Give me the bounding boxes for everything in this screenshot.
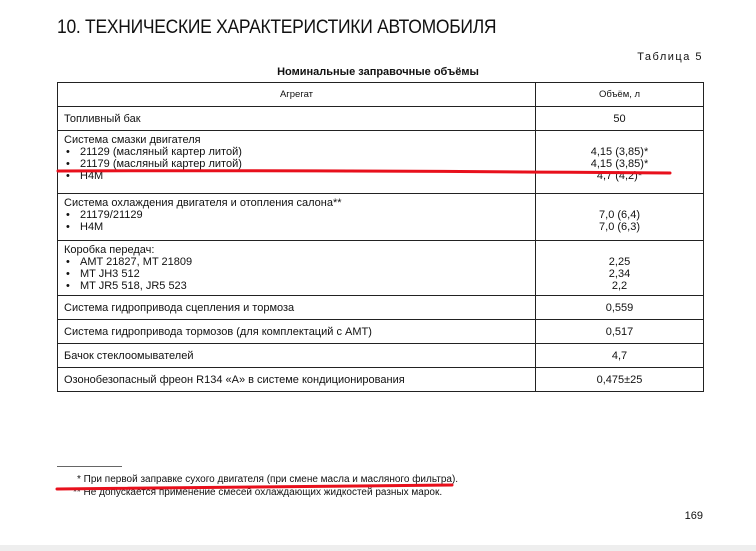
row-name: Озонобезопасный фреон R134 «А» в системе кондиционирования [58, 368, 536, 392]
footnote-2: ** Не допускается применение смесей охлаждающих жидкостей разных марок. [73, 487, 443, 498]
row-value: 4,7 [536, 344, 704, 368]
row-value: 50 [536, 107, 704, 131]
header-volume: Объём, л [536, 83, 704, 107]
list-item: • 21129 (масляный картер литой) [64, 146, 529, 158]
section-title: 10. ТЕХНИЧЕСКИЕ ХАРАКТЕРИСТИКИ АВТОМОБИЛЯ [57, 17, 497, 38]
list-item: • 21179/21129 [64, 209, 529, 221]
list-item: • H4M [64, 221, 529, 233]
red-underline-oil-row [58, 171, 670, 173]
row-value: 2,34 [608, 268, 631, 280]
list-item: • MT JR5 518, JR5 523 [64, 280, 529, 292]
row-name: Система гидропривода тормозов (для комплектаций с АМТ) [58, 320, 536, 344]
table-caption: Номинальные заправочные объёмы [277, 66, 479, 78]
row-value: 0,559 [536, 296, 704, 320]
row-value: 4,15 (3,85)* [590, 146, 649, 158]
bottom-edge [0, 545, 756, 551]
row-value: 0,475±25 [536, 368, 704, 392]
row-name: Топливный бак [58, 107, 536, 131]
row-value: 2,25 [608, 256, 631, 268]
red-underline-footnote [57, 485, 452, 489]
row-value: 4,7 (4,2)* [596, 170, 643, 182]
row-name: Коробка передач: [64, 244, 155, 256]
row-name: Система гидропривода сцепления и тормоза [58, 296, 536, 320]
row-value: 4,15 (3,85)* [590, 158, 649, 170]
list-item: • 21179 (масляный картер литой) [64, 158, 529, 170]
list-item: • MT JH3 512 [64, 268, 529, 280]
row-name: Система смазки двигателя [64, 134, 201, 146]
page-number: 169 [684, 510, 703, 522]
table-number: Таблица 5 [637, 51, 703, 63]
row-value: 0,517 [536, 320, 704, 344]
row-name: Система охлаждения двигателя и отопления салона** [64, 197, 342, 209]
row-name: Бачок стеклоомывателей [58, 344, 536, 368]
list-item: • AMT 21827, MT 21809 [64, 256, 529, 268]
footnote-1: * При первой заправке сухого двигателя (при смене масла и масляного фильтра). [77, 474, 459, 485]
list-item: • H4M [64, 170, 529, 182]
row-value: 7,0 (6,3) [599, 221, 640, 233]
row-value: 2,2 [611, 280, 628, 292]
header-unit: Агрегат [58, 83, 536, 107]
row-value: 7,0 (6,4) [599, 209, 640, 221]
